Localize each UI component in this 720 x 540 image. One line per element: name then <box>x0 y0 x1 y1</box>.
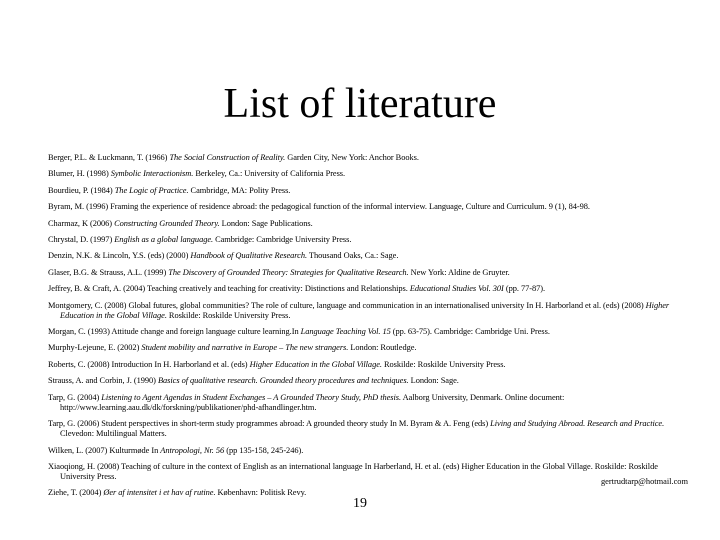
reference-entry <box>48 327 670 337</box>
reference-text: Roskilde: Roskilde University Press. <box>166 310 291 320</box>
reference-text: Bourdieu, P. (1984) <box>48 185 115 195</box>
reference-title: Øer af intensitet i et hav af rutine. <box>103 488 216 498</box>
reference-text: Xiaoqiong, H. (2008) Teaching of culture in the context of English as an international language In Harberland, H. et al. (eds) Higher Education in the Global Village. Roskilde: Roskilde University Press. <box>48 461 658 482</box>
reference-entry <box>48 268 670 278</box>
reference-title: Higher Education in the Global Village. <box>60 300 670 320</box>
reference-title: Symbolic Interactionism. <box>110 169 194 179</box>
reference-text: Strauss, A. and Corbin, J. (1990) <box>48 376 158 386</box>
reference-text: (pp. 77-87). <box>503 284 546 294</box>
reference-title: Language Teaching Vol. 15 <box>300 327 391 336</box>
reference-entry <box>48 393 670 413</box>
reference-text: (pp. 63-75). Cambridge: Cambridge Uni. Press. <box>390 327 550 336</box>
reference-text: Byram, M. (1996) Framing the experience of residence abroad: the pedagogical function of the informal interview. Language, Culture and Curriculum. 9 (1), 84-98. <box>48 202 590 212</box>
reference-text: Charmaz, K (2006) <box>48 218 115 228</box>
reference-title: The Social Construction of Reality. <box>169 153 286 162</box>
reference-title: Student mobility and narrative in Europe – The new strangers. <box>141 343 349 353</box>
reference-text: Thousand Oaks, Ca.: Sage. <box>307 251 399 261</box>
reference-title: The Logic of Practice. <box>114 185 189 195</box>
reference-text: Chrystal, D. (1997) <box>48 234 115 244</box>
reference-text: Ziehe, T. (2004) <box>48 488 104 498</box>
reference-text: Cambridge: Cambridge University Press. <box>213 234 352 244</box>
reference-text: Morgan, C. (1993) Attitude change and foreign language culture learning.In <box>48 327 301 336</box>
reference-text: Roskilde: Roskilde University Press. <box>381 359 506 369</box>
reference-text: London: Sage Publications. <box>219 218 313 228</box>
reference-text: Montgomery, C. (2008) Global futures, global communities? The role of culture, language and communication in an internationalised university In H. Harborland et al. (eds) (2008) <box>48 300 646 310</box>
reference-title: Basics of qualitative research. Grounded theory procedures and techniques. <box>157 376 409 386</box>
reference-list <box>48 153 670 505</box>
reference-title: Living and Studying Abroad. Research and Practice. <box>490 419 665 429</box>
reference-entry <box>48 446 670 456</box>
reference-entry <box>48 360 670 370</box>
reference-entry <box>48 153 670 163</box>
reference-text: (pp 135-158, 245-246). <box>224 445 304 455</box>
reference-entry <box>48 419 670 439</box>
reference-entry <box>48 186 670 196</box>
reference-entry <box>48 251 670 261</box>
reference-text: Aalborg University, Denmark. Online document: http://www.learning.aau.dk/dk/forskning/publikationer/phd-afhandlinger.htm. <box>60 392 565 412</box>
reference-text: Denzin, N.K. & Lincoln, Y.S. (eds) (2000) <box>48 251 191 261</box>
reference-entry <box>48 202 670 212</box>
reference-text: New York: Aldine de Gruyter. <box>408 267 510 277</box>
reference-title: Educational Studies Vol. 30I <box>409 284 504 294</box>
reference-text: London: Sage. <box>408 376 459 386</box>
reference-entry <box>48 169 670 179</box>
reference-text: London: Routledge. <box>348 343 417 353</box>
reference-title: Constructing Grounded Theory. <box>114 218 220 228</box>
reference-text: Wilken, L. (2007) Kulturmøde In <box>48 445 161 455</box>
reference-entry <box>48 235 670 245</box>
reference-title: Higher Education in the Global Village. <box>249 359 382 369</box>
reference-entry <box>48 284 670 294</box>
reference-text: Blumer, H. (1998) <box>48 169 111 179</box>
reference-entry <box>48 301 670 321</box>
reference-title: The Discovery of Grounded Theory: Strategies for Qualitative Research. <box>168 267 409 277</box>
reference-title: Listening to Agent Agendas in Student Exchanges – A Grounded Theory Study, PhD thesis. <box>101 392 402 402</box>
reference-text: Murphy-Lejeune, E. (2002) <box>48 343 142 353</box>
reference-text: Glaser, B.G. & Strauss, A.L. (1999) <box>48 267 169 277</box>
reference-entry <box>48 219 670 229</box>
reference-text: Clevedon: Multilingual Matters. <box>60 429 167 439</box>
reference-title: Antropologi, Nr. 56 <box>160 445 225 455</box>
reference-title: English as a global language. <box>114 234 214 244</box>
reference-text: Cambridge, MA: Polity Press. <box>188 185 291 195</box>
page-number: 19 <box>353 496 367 511</box>
reference-text: Tarp, G. (2006) Student perspectives in short-term study programmes abroad: A grounded theory study In M. Byram & A. Feng (eds) <box>48 419 491 429</box>
author-email: gertrudtarp@hotmail.com <box>600 477 688 486</box>
reference-text: Jeffrey, B. & Craft, A. (2004) Teaching creatively and teaching for creativity: Distinctions and Relationships. <box>48 284 410 294</box>
reference-text: Garden City, New York: Anchor Books. <box>285 153 419 162</box>
reference-entry <box>48 376 670 386</box>
reference-text: Roberts, C. (2008) Introduction In H. Harborland et al. (eds) <box>48 359 250 369</box>
reference-text: Tarp, G. (2004) <box>48 392 102 402</box>
reference-text: Berger, P.L. & Luckmann, T. (1966) <box>48 153 170 162</box>
reference-text: København: Politisk Revy. <box>215 488 307 498</box>
slide-title: List of literature <box>223 81 497 127</box>
reference-entry <box>48 462 670 482</box>
reference-text: Berkeley, Ca.: University of California Press. <box>193 169 346 179</box>
reference-title: Handbook of Qualitative Research. <box>190 251 308 261</box>
reference-entry <box>48 343 670 353</box>
